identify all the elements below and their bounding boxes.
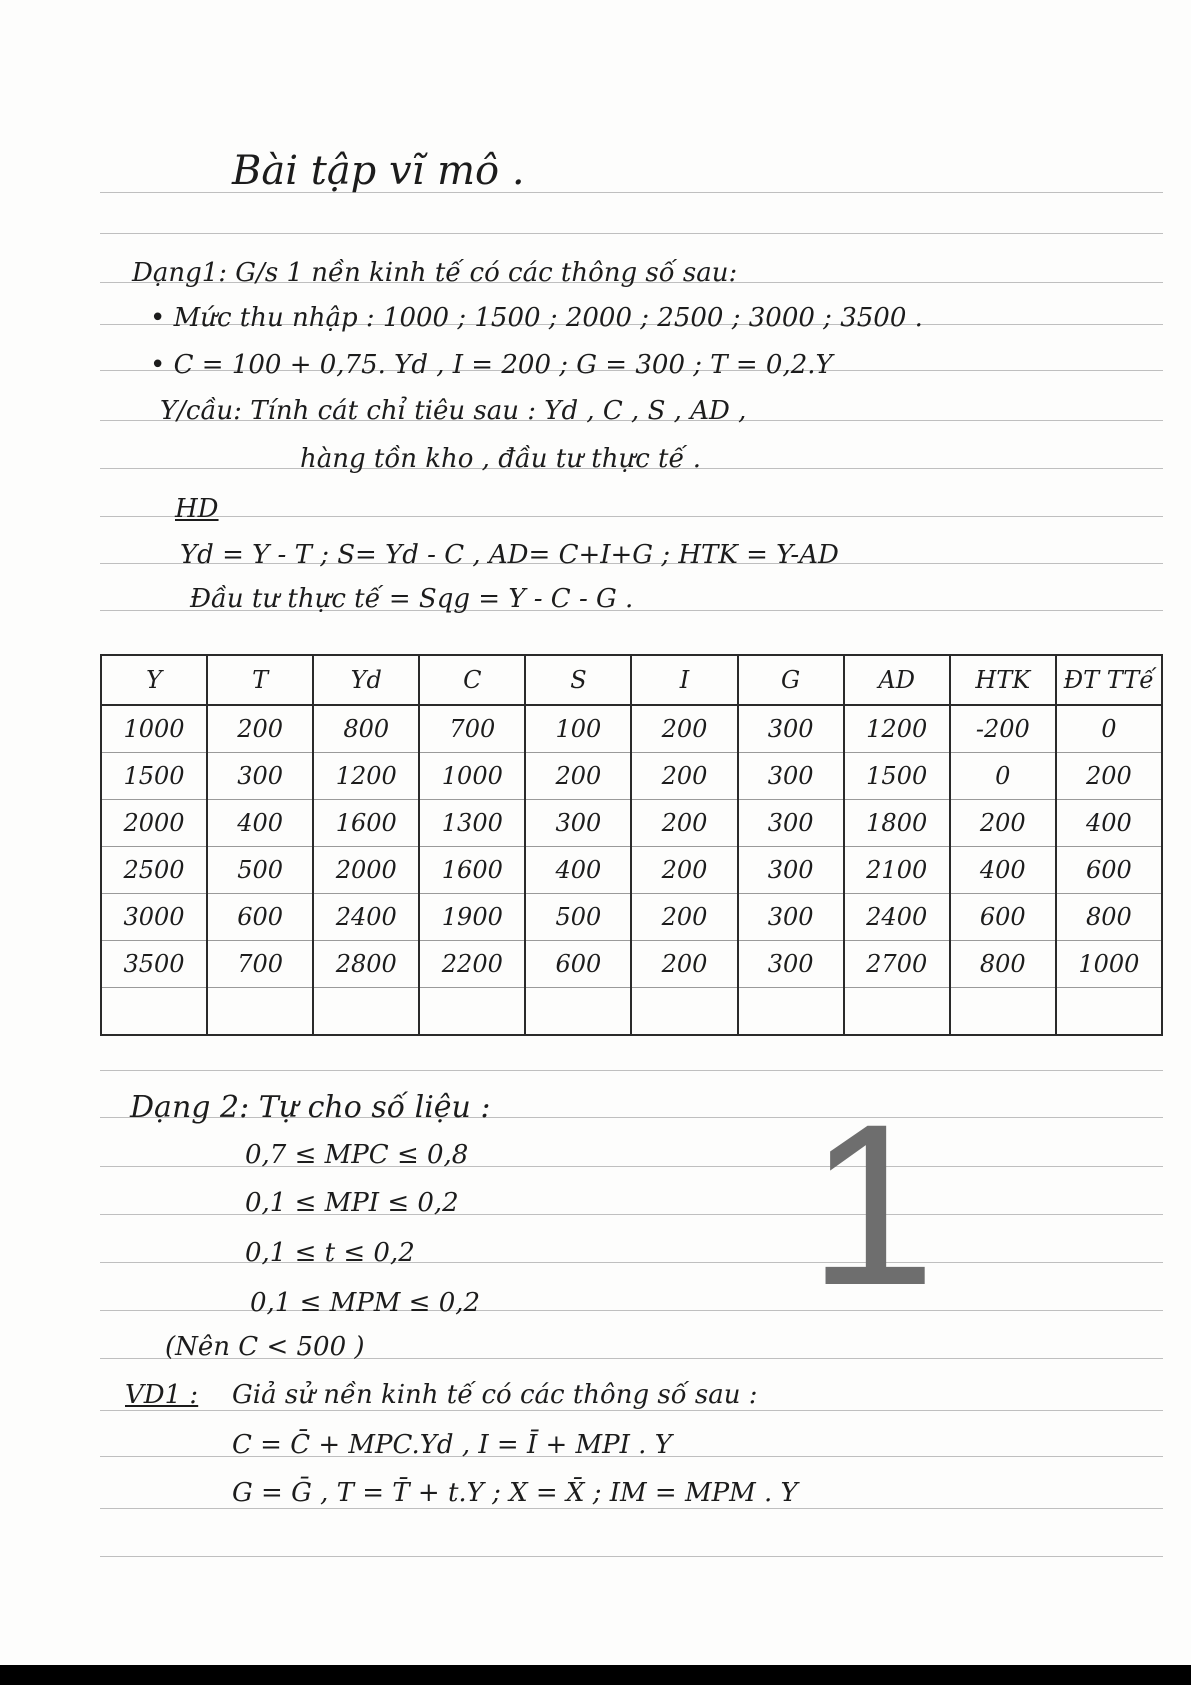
data-table	[100, 654, 1163, 1029]
table-cell: 2100	[844, 847, 950, 894]
table-cell: 800	[950, 941, 1056, 988]
table-cell: 200	[950, 800, 1056, 847]
table-cell: 300	[738, 894, 844, 941]
hd-label: HD	[175, 494, 219, 524]
rule-line	[100, 1070, 1163, 1071]
dang1-requirement-line: Y/cầu: Tính cát chỉ tiêu sau : Yd , C , S , AD ,	[160, 396, 747, 426]
col-header: C	[419, 655, 525, 705]
rule-line	[100, 1556, 1163, 1557]
table-cell: 0	[1056, 705, 1162, 753]
constraint-mpc: 0,7 ≤ MPC ≤ 0,8	[245, 1140, 469, 1170]
constraint-t: 0,1 ≤ t ≤ 0,2	[245, 1238, 415, 1268]
table-cell: 800	[1056, 894, 1162, 941]
table-cell: 400	[525, 847, 631, 894]
col-header: ĐT TTế	[1056, 655, 1162, 705]
table-cell-empty	[101, 988, 207, 1036]
table-cell: 400	[950, 847, 1056, 894]
dang1-params-line: • C = 100 + 0,75. Yd , I = 200 ; G = 300 ; T = 0,2.Y	[150, 350, 833, 380]
table-cell: 200	[631, 800, 737, 847]
table-cell-empty	[950, 988, 1056, 1036]
table-cell-empty	[525, 988, 631, 1036]
table-cell: 2200	[419, 941, 525, 988]
table-cell: 0	[950, 753, 1056, 800]
table-cell: 200	[631, 894, 737, 941]
table-cell: 600	[207, 894, 313, 941]
table-cell-empty	[419, 988, 525, 1036]
dang1-requirement-line2: hàng tồn kho , đầu tư thực tế .	[300, 444, 701, 474]
table-cell: 3500	[101, 941, 207, 988]
table-row	[101, 941, 1162, 988]
table-row	[101, 894, 1162, 941]
table-row	[101, 800, 1162, 847]
table-cell: 200	[1056, 753, 1162, 800]
table-cell-empty	[738, 988, 844, 1036]
table-cell: 1200	[844, 705, 950, 753]
table-cell: 200	[631, 941, 737, 988]
table-cell: 1500	[101, 753, 207, 800]
table-cell: 300	[207, 753, 313, 800]
formula-line-2: Đầu tư thực tế = Sqg = Y - C - G .	[190, 584, 634, 614]
table-cell: -200	[950, 705, 1056, 753]
vd1-equation-2: G = Ḡ , T = T̄ + t.Y ; X = X̄ ; IM = MPM . Y	[232, 1478, 798, 1508]
table-cell: 1200	[313, 753, 419, 800]
table-cell: 2400	[844, 894, 950, 941]
table-cell: 1500	[844, 753, 950, 800]
table-cell: 1000	[101, 705, 207, 753]
table-row	[101, 847, 1162, 894]
table-header-row	[101, 655, 1162, 705]
table-cell: 2500	[101, 847, 207, 894]
table-cell: 1600	[313, 800, 419, 847]
table-cell-empty	[313, 988, 419, 1036]
table-cell: 1600	[419, 847, 525, 894]
page-title: Bài tập vĩ mô .	[232, 148, 525, 194]
rule-line	[100, 233, 1163, 234]
table-cell: 1000	[1056, 941, 1162, 988]
table-cell-empty	[631, 988, 737, 1036]
table-cell: 2700	[844, 941, 950, 988]
table-cell: 700	[207, 941, 313, 988]
dang1-heading: Dạng1: G/s 1 nền kinh tế có các thông số sau:	[132, 258, 738, 288]
table-cell-empty	[844, 988, 950, 1036]
table-cell: 200	[631, 705, 737, 753]
table-cell: 3000	[101, 894, 207, 941]
table-cell: 800	[313, 705, 419, 753]
table-cell-empty	[1056, 988, 1162, 1036]
col-header: Y	[101, 655, 207, 705]
table-cell: 600	[950, 894, 1056, 941]
rule-line	[100, 1508, 1163, 1509]
table-cell: 300	[738, 847, 844, 894]
constraint-mpi: 0,1 ≤ MPI ≤ 0,2	[245, 1188, 459, 1218]
table-cell: 400	[1056, 800, 1162, 847]
table-cell: 1900	[419, 894, 525, 941]
col-header: S	[525, 655, 631, 705]
table-row	[101, 705, 1162, 753]
table-cell: 200	[631, 847, 737, 894]
table-cell: 300	[738, 705, 844, 753]
table-cell-empty	[207, 988, 313, 1036]
table-row	[101, 753, 1162, 800]
page-number: 1	[808, 1076, 936, 1333]
formula-line-1: Yd = Y - T ; S= Yd - C , AD= C+I+G ; HTK = Y-AD	[180, 540, 839, 570]
vd1-equation-1: C = C̄ + MPC.Yd , I = Ī + MPI . Y	[232, 1430, 672, 1460]
table-cell: 700	[419, 705, 525, 753]
table-cell: 500	[207, 847, 313, 894]
note-c: (Nên C < 500 )	[165, 1332, 365, 1362]
dang1-income-line: • Mức thu nhập : 1000 ; 1500 ; 2000 ; 2500 ; 3000 ; 3500 .	[150, 303, 923, 333]
table-cell: 300	[738, 800, 844, 847]
vd1-label: VD1 :	[125, 1380, 199, 1410]
table-cell: 600	[525, 941, 631, 988]
table-cell: 600	[1056, 847, 1162, 894]
table-cell: 2400	[313, 894, 419, 941]
vd1-text: Giả sử nền kinh tế có các thông số sau :	[232, 1380, 758, 1410]
col-header: AD	[844, 655, 950, 705]
table-cell: 100	[525, 705, 631, 753]
col-header: I	[631, 655, 737, 705]
constraint-mpm: 0,1 ≤ MPM ≤ 0,2	[250, 1288, 481, 1318]
table-cell: 500	[525, 894, 631, 941]
table-cell: 300	[738, 753, 844, 800]
rule-line	[100, 1410, 1163, 1411]
rule-line	[100, 516, 1163, 517]
table-cell: 200	[525, 753, 631, 800]
table-cell: 1300	[419, 800, 525, 847]
col-header: Yd	[313, 655, 419, 705]
table-row-empty	[101, 988, 1162, 1036]
col-header: T	[207, 655, 313, 705]
col-header: HTK	[950, 655, 1056, 705]
table-cell: 1800	[844, 800, 950, 847]
table-cell: 200	[207, 705, 313, 753]
table-cell: 300	[738, 941, 844, 988]
table-cell: 200	[631, 753, 737, 800]
table-cell: 2800	[313, 941, 419, 988]
bottom-bar	[0, 1665, 1191, 1685]
table-cell: 400	[207, 800, 313, 847]
table-cell: 300	[525, 800, 631, 847]
table-cell: 2000	[313, 847, 419, 894]
table-cell: 2000	[101, 800, 207, 847]
col-header: G	[738, 655, 844, 705]
dang2-heading: Dạng 2: Tự cho số liệu :	[130, 1090, 491, 1125]
table-cell: 1000	[419, 753, 525, 800]
